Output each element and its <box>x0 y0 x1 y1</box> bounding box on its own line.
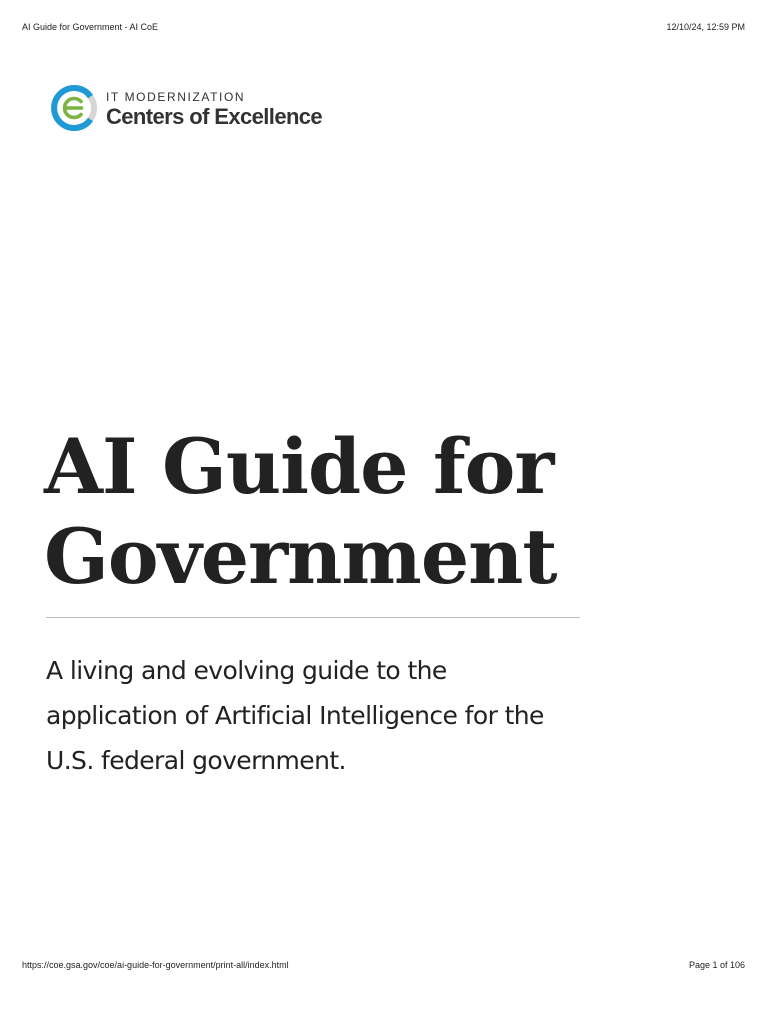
logo-kicker: IT MODERNIZATION <box>106 90 246 104</box>
page-subtitle-line-1: A living and evolving guide to the <box>46 656 447 685</box>
page-subtitle <box>46 648 606 783</box>
page-subtitle-line-2: application of Artificial Intelligence for the <box>46 701 544 730</box>
logo-name: Centers of Excellence <box>106 104 323 129</box>
page-title <box>44 422 557 602</box>
page-subtitle-line-3: U.S. federal government. <box>46 746 346 775</box>
page-title-line-1: AI Guide for <box>44 422 554 511</box>
print-header-page-title: AI Guide for Government - AI CoE <box>22 22 159 32</box>
print-footer-page-number: Page 1 of 106 <box>688 960 745 970</box>
print-footer-url: https://coe.gsa.gov/coe/ai-guide-for-government/print-all/index.html <box>22 960 289 970</box>
page-title-line-2: Government <box>44 512 557 601</box>
coe-logo <box>50 82 350 136</box>
coe-logo-icon <box>50 82 100 134</box>
print-header-timestamp: 12/10/24, 12:59 PM <box>666 22 745 32</box>
title-divider <box>46 617 580 618</box>
